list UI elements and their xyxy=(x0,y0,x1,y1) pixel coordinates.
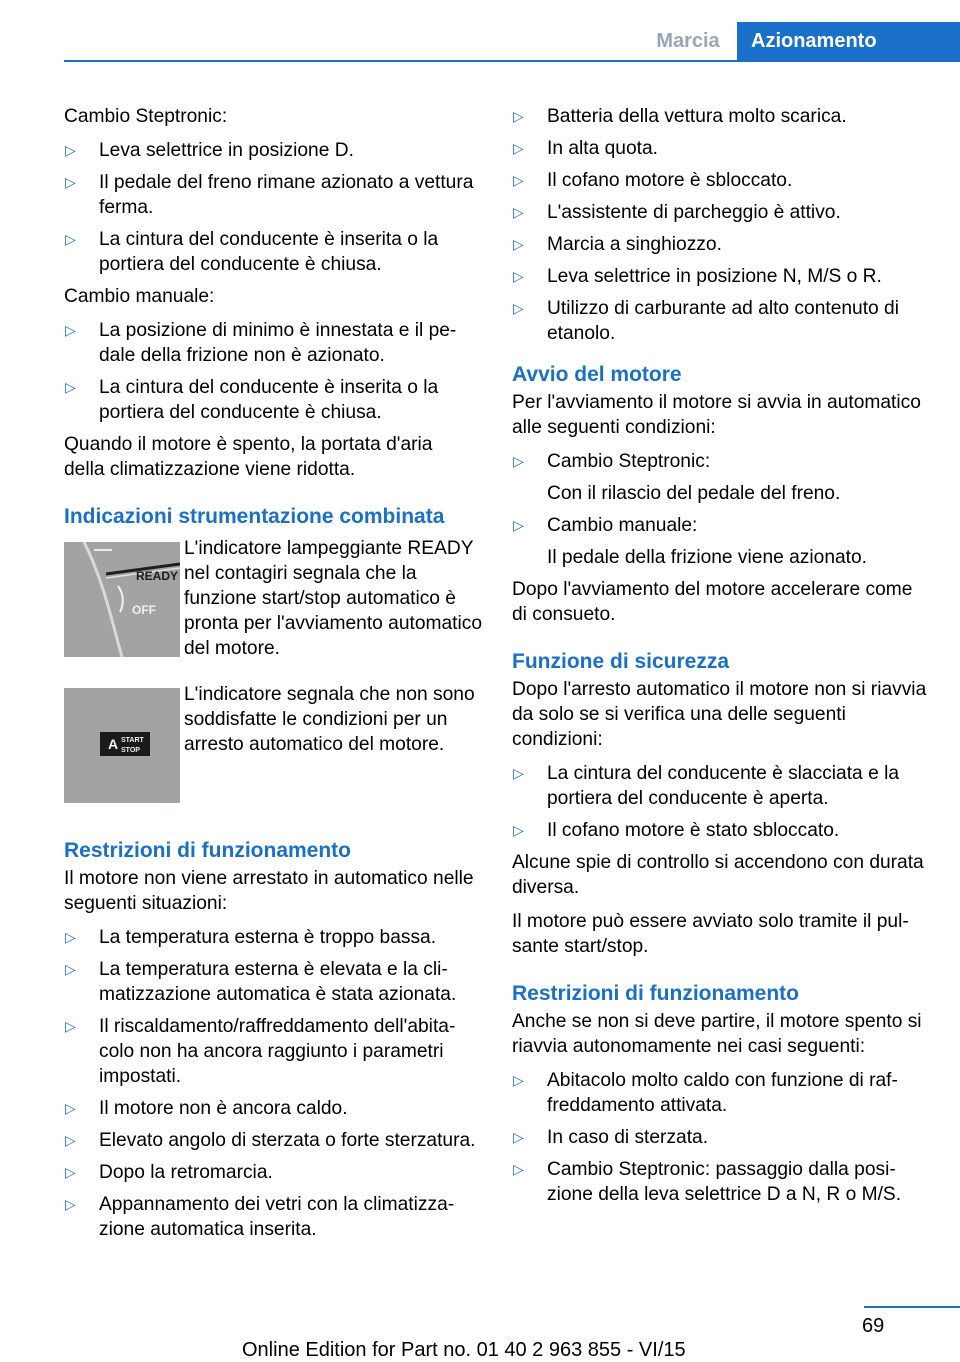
list-item: ▷ Appannamento dei vetri con la climatizzazione automatica inserita. xyxy=(64,1192,478,1242)
list-item xyxy=(512,513,932,570)
list-item xyxy=(512,449,932,506)
list-item: ▷ Il pedale del freno rimane azionato a vettura ferma. xyxy=(64,170,478,220)
startstop-start-label: START xyxy=(121,737,144,744)
list-item: ▷ L'assistente di parcheggio è attivo. xyxy=(512,200,932,225)
list-item: ▷ Elevato angolo di sterzata o forte sterzatura. xyxy=(64,1128,478,1153)
ready-indicator-image xyxy=(64,542,180,657)
list-item: ▷ Il motore non è ancora caldo. xyxy=(64,1096,478,1121)
startstop-a-label: A xyxy=(108,736,119,752)
list-item: ▷ Il riscaldamento/raffreddamento dell'abitacolo non ha ancora raggiunto i parametri impostati. xyxy=(64,1014,478,1089)
off-label: OFF xyxy=(132,603,156,617)
tab-azionamento[interactable]: Azionamento xyxy=(737,22,960,60)
list-item: ▷ La temperatura esterna è elevata e la climatizzazione automatica è stata azionata. xyxy=(64,957,478,1007)
climate-note: Quando il motore è spento, la portata d'aria della climatizzazione viene ridotta. xyxy=(64,434,433,480)
list-item: ▷ La cintura del conducente è slacciata e la portiera del conducente è aperta. xyxy=(512,761,932,811)
list-item: ▷ La posizione di minimo è innestata e il pedale della frizione non è azionato. xyxy=(64,318,478,368)
right-column xyxy=(512,104,932,1214)
list-item: ▷ Cambio Steptronic: passaggio dalla posizione della leva selettrice D a N, R o M/S. xyxy=(512,1157,932,1207)
list-item: ▷ Leva selettrice in posizione D. xyxy=(64,138,478,163)
restrictions-intro: Il motore non viene arrestato in automatico nelle seguenti situazioni: xyxy=(64,868,474,914)
footer-rule xyxy=(864,1306,960,1308)
start-intro: Per l'avviamento il motore si avvia in automatico alle seguenti condizioni: xyxy=(512,392,921,438)
figure-startstop xyxy=(64,682,478,824)
ready-label: READY xyxy=(136,569,179,583)
header-rule xyxy=(64,60,960,62)
startstop-indicator-image xyxy=(64,688,180,803)
list-item: ▷ La cintura del conducente è inserita o la portiera del conducente è chiusa. xyxy=(64,227,478,277)
tab-marcia[interactable]: Marcia xyxy=(656,30,720,52)
heading-restrictions-2: Restrizioni di funzionamento xyxy=(512,982,799,1005)
restrictions2-intro: Anche se non si deve partire, il motore spento si riavvia autonomamente nei casi seguenti: xyxy=(512,1011,922,1057)
left-column xyxy=(64,104,483,1249)
list-item: ▷ Il cofano motore è sbloccato. xyxy=(512,168,932,193)
page-number: 69 xyxy=(862,1315,885,1337)
heading-safety: Funzione di sicurezza xyxy=(512,650,730,673)
safety-note-2: Il motore può essere avviato solo tramite il pulsante start/stop. xyxy=(512,911,909,957)
list-item-sub: Il pedale della frizione viene azionato. xyxy=(547,547,868,568)
figure-ready-caption: L'indicatore lampeggiante READY nel contagiri segnala che la funzione start/stop automatico è pronta per l'avviamento automatico del motore. xyxy=(184,538,483,659)
list-item-label: Cambio manuale: xyxy=(547,515,698,536)
list-item: ▷ Utilizzo di carburante ad alto contenuto di etanolo. xyxy=(512,296,932,346)
list-item-label: Cambio Steptronic: xyxy=(547,451,711,472)
manual-label: Cambio manuale: xyxy=(64,286,215,307)
steptronic-label: Cambio Steptronic: xyxy=(64,106,228,127)
list-item: ▷ La temperatura esterna è troppo bassa. xyxy=(64,925,478,950)
heading-restrictions: Restrizioni di funzionamento xyxy=(64,839,351,862)
list-item: ▷ Marcia a singhiozzo. xyxy=(512,232,932,257)
list-item: ▷ Abitacolo molto caldo con funzione di raffreddamento attivata. xyxy=(512,1068,932,1118)
list-item: ▷ La cintura del conducente è inserita o la portiera del conducente è chiusa. xyxy=(64,375,478,425)
online-edition-label: Online Edition for Part no. 01 40 2 963 855 - VI/15 xyxy=(242,1339,686,1361)
heading-indicators: Indicazioni strumentazione combinata xyxy=(64,505,445,528)
safety-intro: Dopo l'arresto automatico il motore non si riavvia da solo se si verifica una delle seguenti condizioni: xyxy=(512,679,927,750)
figure-ready xyxy=(64,536,483,678)
list-item: ▷ In alta quota. xyxy=(512,136,932,161)
list-item: ▷ Il cofano motore è stato sbloccato. xyxy=(512,818,932,843)
safety-note-1: Alcune spie di controllo si accendono con durata diversa. xyxy=(512,852,924,898)
heading-start: Avvio del motore xyxy=(512,363,682,386)
list-item: ▷ In caso di sterzata. xyxy=(512,1125,932,1150)
start-note: Dopo l'avviamento del motore accelerare come di consueto. xyxy=(512,579,913,625)
figure-startstop-caption: L'indicatore segnala che non sono soddisfatte le condizioni per un arresto automatico del motore. xyxy=(184,684,475,755)
list-item-sub: Con il rilascio del pedale del freno. xyxy=(547,483,841,504)
list-item: ▷ Batteria della vettura molto scarica. xyxy=(512,104,932,129)
list-item: ▷ Dopo la retromarcia. xyxy=(64,1160,478,1185)
list-item: ▷ Leva selettrice in posizione N, M/S o R. xyxy=(512,264,932,289)
startstop-stop-label: STOP xyxy=(121,747,140,754)
